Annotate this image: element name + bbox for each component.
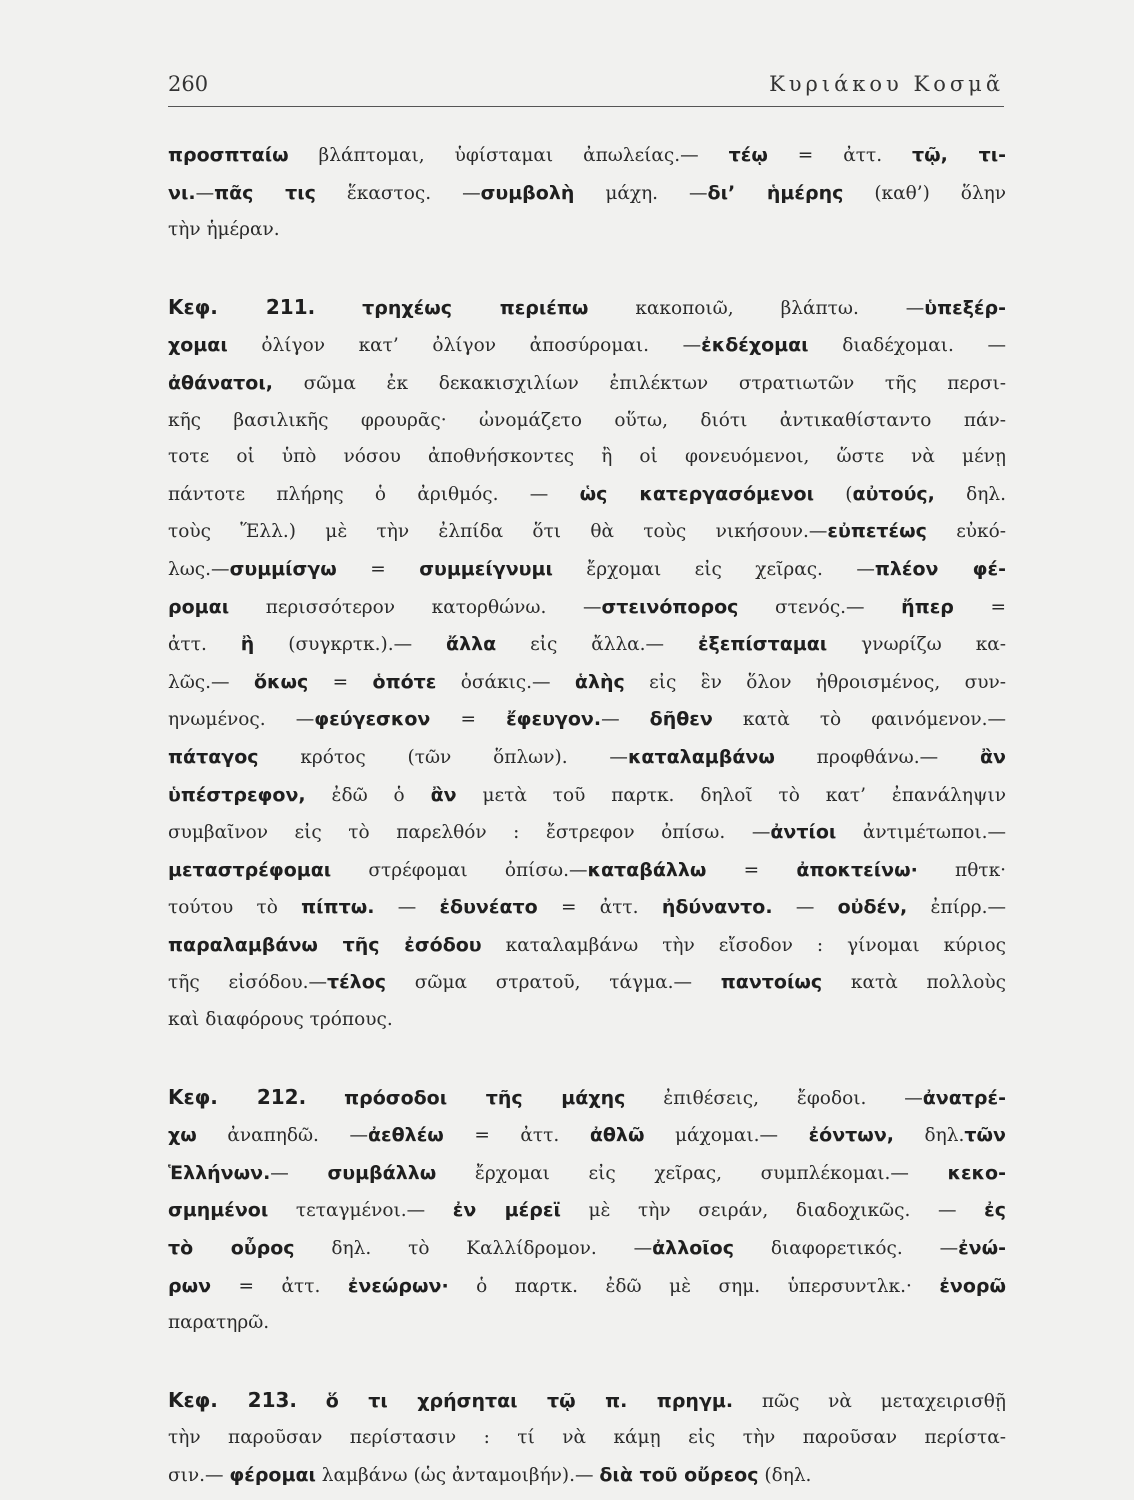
lemma-term: ἐς	[984, 1199, 1006, 1222]
chapter-heading: Κεφ. 212.	[168, 1084, 307, 1109]
gloss-text: τὴν παροῦσαν περίστασιν : τί νὰ κάμῃ εἰς τὴν παροῦσαν περίστα-	[168, 1427, 1006, 1449]
gloss-text: παρατηρῶ.	[168, 1312, 270, 1334]
gloss-text: = ἀττ.	[443, 1125, 590, 1147]
gloss-text: δηλ.	[934, 483, 1006, 505]
gloss-text: ἀττ.	[168, 634, 241, 656]
text-line	[168, 664, 1006, 702]
lemma-term: ρων	[168, 1274, 212, 1297]
gloss-text	[297, 1391, 326, 1412]
gloss-text: τεταγμένοι.—	[268, 1200, 453, 1222]
gloss-text: (συγκρτκ.).—	[254, 634, 447, 656]
gloss-text: (	[814, 483, 853, 505]
gloss-text: ὀλίγον κατ’ ὀλίγον ἀποσύρομαι. —	[227, 335, 702, 357]
lemma-term: χομαι	[168, 334, 228, 357]
gloss-text: γνωρίζω κα-	[827, 634, 1007, 656]
gloss-text: —	[601, 709, 650, 731]
lemma-term: πᾶς τις	[214, 181, 316, 204]
lemma-term: καταβάλλω	[587, 858, 707, 881]
text-line	[168, 289, 1006, 328]
gloss-text: κακοποιῶ, βλάπτω. —	[588, 297, 925, 319]
text-line	[168, 1002, 1006, 1039]
text-line	[168, 137, 1006, 175]
lemma-term: ἐόντων,	[808, 1124, 894, 1147]
lemma-term: τέλος	[326, 971, 387, 994]
lemma-term: διὰ τοῦ οὔρεος	[599, 1464, 759, 1486]
text-line	[168, 814, 1006, 852]
lemma-term: καταλαμβάνω	[627, 745, 775, 768]
gloss-text: δηλ. τὸ Καλλίδρομον. —	[294, 1238, 653, 1260]
page-number: 260	[168, 72, 209, 96]
gloss-text: ὁ παρτκ. ἐδῶ μὲ σημ. ὑπερσυντλκ.·	[448, 1275, 940, 1297]
lemma-term: πρόσοδοι τῆς μάχης	[344, 1086, 626, 1109]
gloss-text: =	[336, 558, 420, 580]
lemma-term: ἀεθλέω	[367, 1124, 444, 1147]
text-line	[168, 1079, 1006, 1118]
lemma-term: ὑπεξέρ-	[924, 296, 1006, 319]
gloss-text: στρέφομαι ὀπίσω.—	[331, 859, 588, 881]
gloss-text: δηλ.	[893, 1125, 965, 1147]
text-line	[168, 589, 1006, 627]
lemma-term: αὐτούς,	[852, 482, 935, 505]
lemma-term: ὑπέστρεφον,	[168, 783, 306, 806]
text-line	[168, 1192, 1006, 1230]
lemma-term: ἀνατρέ-	[922, 1086, 1006, 1109]
text-line	[168, 1457, 1006, 1495]
lemma-term: τέῳ	[728, 144, 768, 166]
gloss-text: πθτκ·	[917, 859, 1007, 881]
gloss-text: κατὰ τὸ φαινόμενον.—	[712, 709, 1006, 731]
gloss-text: (δηλ.	[758, 1465, 812, 1486]
gloss-text: τῆς εἰσόδου.—	[168, 972, 327, 994]
gloss-text: —	[772, 897, 838, 919]
lemma-term: σμημένοι	[168, 1199, 269, 1222]
lemma-term: τῷ, τι-	[912, 144, 1007, 166]
lemma-term: ἀλλοῖος	[652, 1237, 734, 1260]
lemma-term: εὐπετέως	[827, 520, 927, 543]
paragraph-gap	[168, 1039, 1006, 1079]
text-line	[168, 327, 1006, 365]
paragraph-gap	[168, 249, 1006, 289]
gloss-text: μάχη. —	[574, 182, 708, 204]
lemma-term: ἄλλα	[446, 633, 497, 656]
lemma-term: ἀποκτείνω·	[796, 858, 918, 881]
gloss-text: σῶμα στρατοῦ, τάγμα.—	[386, 972, 721, 994]
text-line	[168, 1230, 1006, 1268]
text-line	[168, 852, 1006, 890]
gloss-text: τὴν ἡμέραν.	[168, 219, 280, 241]
text-line	[168, 964, 1006, 1002]
text-line	[168, 701, 1006, 739]
lemma-term: ἂν	[980, 745, 1006, 768]
lemma-term: ὅκως	[253, 670, 309, 693]
text-line	[168, 365, 1006, 403]
gloss-text: = ἀττ.	[537, 897, 662, 919]
text-line	[168, 439, 1006, 476]
paragraph-gap	[168, 1342, 1006, 1382]
lemma-term: ἐνεώρων·	[347, 1274, 449, 1297]
lemma-term: νι.	[168, 181, 196, 204]
gloss-text: τούτου τὸ	[168, 897, 302, 919]
gloss-text: (καθ’) ὅλην	[843, 182, 1007, 204]
lemma-term: ἠδύναντο.	[661, 896, 773, 919]
chapter-heading: Κεφ. 211.	[168, 294, 316, 319]
lemma-term: μεταστρέφομαι	[168, 858, 332, 881]
text-line	[168, 1420, 1006, 1457]
lemma-term: στεινόπορος	[601, 595, 739, 618]
chapter-heading: Κεφ. 213.	[168, 1387, 298, 1412]
lemma-term: ὡς κατεργασόμενοι	[579, 482, 815, 505]
text-line	[168, 476, 1006, 514]
gloss-text: =	[706, 859, 797, 881]
gloss-text: σιν.—	[168, 1465, 230, 1486]
gloss-text: εἰς ἓν ὅλον ἠθροισμένος, συν-	[624, 671, 1006, 693]
lemma-term: πίπτω.	[301, 896, 375, 919]
gloss-text: —	[195, 182, 215, 204]
lemma-term: ἀθάνατοι,	[168, 371, 273, 394]
text-line	[168, 889, 1006, 927]
text-line	[168, 1155, 1006, 1193]
gloss-text: τοὺς Ἕλλ.) μὲ τὴν ἐλπίδα ὅτι θὰ τοὺς νικήσουν.—	[168, 521, 828, 543]
lemma-term: φεύγεσκον	[314, 708, 431, 731]
text-line	[168, 1382, 1006, 1421]
text-line	[168, 403, 1006, 440]
gloss-text: διαδέχομαι. —	[808, 335, 1006, 357]
gloss-text: εἰς ἄλλα.—	[496, 634, 698, 656]
commentary-paragraph	[168, 1382, 1006, 1495]
lemma-term: ρομαι	[168, 595, 230, 618]
lemma-term: τὸ οὖρος	[168, 1237, 295, 1260]
commentary-body	[168, 137, 1006, 1495]
lemma-term: δῆθεν	[649, 708, 713, 731]
gloss-text: κρότος (τῶν ὅπλων). —	[258, 746, 628, 768]
lemma-term: τῶν	[964, 1124, 1006, 1147]
lemma-term: παντοίως	[720, 971, 823, 994]
text-line	[168, 777, 1006, 815]
lemma-term: προσπταίω	[168, 144, 289, 166]
gloss-text: τοτε οἱ ὑπὸ νόσου ἀποθνήσκοντες ἢ οἱ φονευόμενοι, ὥστε νὰ μένῃ	[168, 446, 1006, 468]
gloss-text: —	[270, 1162, 328, 1184]
lemma-term: ἀθλῶ	[589, 1124, 645, 1147]
lemma-term: οὐδέν,	[837, 896, 908, 919]
lemma-term: ἐκδέχομαι	[701, 334, 809, 357]
gloss-text: =	[953, 596, 1007, 618]
text-line	[168, 175, 1006, 213]
lemma-term: ἐδυνέατο	[439, 896, 538, 919]
lemma-term: πλέον φέ-	[874, 557, 1006, 580]
gloss-text: λαμβάνω (ὡς ἀνταμοιβήν).—	[315, 1465, 600, 1486]
text-line	[168, 1117, 1006, 1155]
lemma-term: ὅ τι χρήσηται τῷ π. πρηγμ.	[325, 1389, 734, 1412]
lemma-term: πάταγος	[168, 745, 259, 768]
lemma-term: φέρομαι	[229, 1464, 316, 1486]
lemma-term: συμμείγνυμι	[419, 557, 553, 580]
lemma-term: ἐνορῶ	[939, 1274, 1006, 1297]
lemma-term: χω	[168, 1124, 197, 1147]
text-line	[168, 927, 1006, 965]
lemma-term: Ἑλλήνων.	[168, 1161, 271, 1184]
gloss-text: περισσότερον κατορθώνω. —	[229, 596, 602, 618]
text-line	[168, 626, 1006, 664]
gloss-text	[306, 1088, 344, 1109]
gloss-text: συμβαῖνον εἰς τὸ παρελθόν : ἔστρεφον ὀπίσω. —	[168, 822, 771, 844]
lemma-term: παραλαμβάνω τῆς ἐσόδου	[168, 933, 482, 956]
page-header	[168, 70, 1004, 107]
gloss-text: ὁσάκις.—	[436, 671, 575, 693]
gloss-text: καταλαμβάνω τὴν εἴσοδον : γίνομαι κύριος	[481, 934, 1007, 956]
lemma-term: τρηχέως περιέπω	[362, 296, 589, 319]
lemma-term: συμμίσγω	[229, 557, 337, 580]
gloss-text: ἀναπηδῶ. —	[196, 1125, 368, 1147]
lemma-term: ἐνώ-	[958, 1237, 1006, 1260]
commentary-paragraph	[168, 289, 1006, 1039]
gloss-text: διαφορετικός. —	[734, 1238, 959, 1260]
commentary-paragraph	[168, 1079, 1006, 1342]
gloss-text: = ἀττ.	[211, 1275, 348, 1297]
commentary-paragraph	[168, 137, 1006, 249]
gloss-text: ηνωμένος. —	[168, 709, 315, 731]
gloss-text: προφθάνω.—	[774, 746, 980, 768]
gloss-text	[315, 298, 362, 319]
gloss-text: κατὰ πολλοὺς	[822, 972, 1006, 994]
gloss-text: —	[374, 897, 440, 919]
text-line	[168, 513, 1006, 551]
lemma-term: ἀντίοι	[770, 821, 837, 844]
running-head: Κυριάκου Κοσμᾶ	[769, 72, 1004, 96]
gloss-text: κῆς βασιλικῆς φρουρᾶς· ὠνομάζετο οὕτω, διότι ἀντικαθίσταντο πάν-	[168, 409, 1006, 431]
gloss-text: λῶς.—	[168, 671, 254, 693]
text-line	[168, 212, 1006, 249]
gloss-text: λως.—	[168, 558, 230, 580]
lemma-term: ἁλὴς	[574, 670, 625, 693]
text-line	[168, 739, 1006, 777]
gloss-text: μετὰ τοῦ παρτκ. δηλοῖ τὸ κατ’ ἐπανάληψιν	[456, 784, 1006, 806]
gloss-text: βλάπτομαι, ὑφίσταμαι ἀπωλείας.—	[288, 145, 729, 166]
lemma-term: ἤπερ	[901, 595, 954, 618]
lemma-term: ἢ	[240, 633, 255, 656]
lemma-term: συμβολὴ	[480, 181, 575, 204]
lemma-term: ἔφευγον.	[506, 708, 602, 731]
lemma-term: ἐξεπίσταμαι	[697, 633, 828, 656]
gloss-text: πάντοτε πλήρης ὁ ἀριθμός. —	[168, 483, 580, 505]
text-line	[168, 1305, 1006, 1342]
gloss-text: μάχομαι.—	[644, 1125, 809, 1147]
gloss-text: ἐπιθέσεις, ἔφοδοι. —	[625, 1087, 923, 1109]
lemma-term: συμβάλλω	[327, 1161, 437, 1184]
text-line	[168, 1268, 1006, 1306]
lemma-term: κεκο-	[947, 1161, 1006, 1184]
gloss-text: στενός.—	[738, 596, 902, 618]
gloss-text: ἐδῶ ὁ	[305, 784, 431, 806]
gloss-text: ἔρχομαι εἰς χεῖρας. —	[552, 558, 875, 580]
gloss-text: ἐπίρρ.—	[907, 897, 1006, 919]
gloss-text: =	[430, 709, 507, 731]
gloss-text: ἕκαστος. —	[315, 182, 481, 204]
gloss-text: εὐκό-	[926, 521, 1006, 543]
gloss-text: =	[308, 671, 373, 693]
lemma-term: ὁπότε	[372, 670, 437, 693]
gloss-text: σῶμα ἐκ δεκακισχιλίων ἐπιλέκτων στρατιωτῶν τῆς περσι-	[272, 372, 1006, 394]
lemma-term: ἐν μέρεϊ	[452, 1199, 561, 1222]
gloss-text: πῶς νὰ μεταχειρισθῇ	[733, 1390, 1006, 1412]
gloss-text: ἀντιμέτωποι.—	[836, 822, 1006, 844]
lemma-term: ἂν	[430, 783, 457, 806]
text-line	[168, 551, 1006, 589]
gloss-text: = ἀττ.	[767, 145, 913, 166]
gloss-text: καὶ διαφόρους τρόπους.	[168, 1009, 393, 1031]
gloss-text: ἔρχομαι εἰς χεῖρας, συμπλέκομαι.—	[436, 1162, 948, 1184]
lemma-term: δι’ ἡμέρης	[707, 181, 844, 204]
gloss-text: μὲ τὴν σειράν, διαδοχικῶς. —	[560, 1200, 985, 1222]
